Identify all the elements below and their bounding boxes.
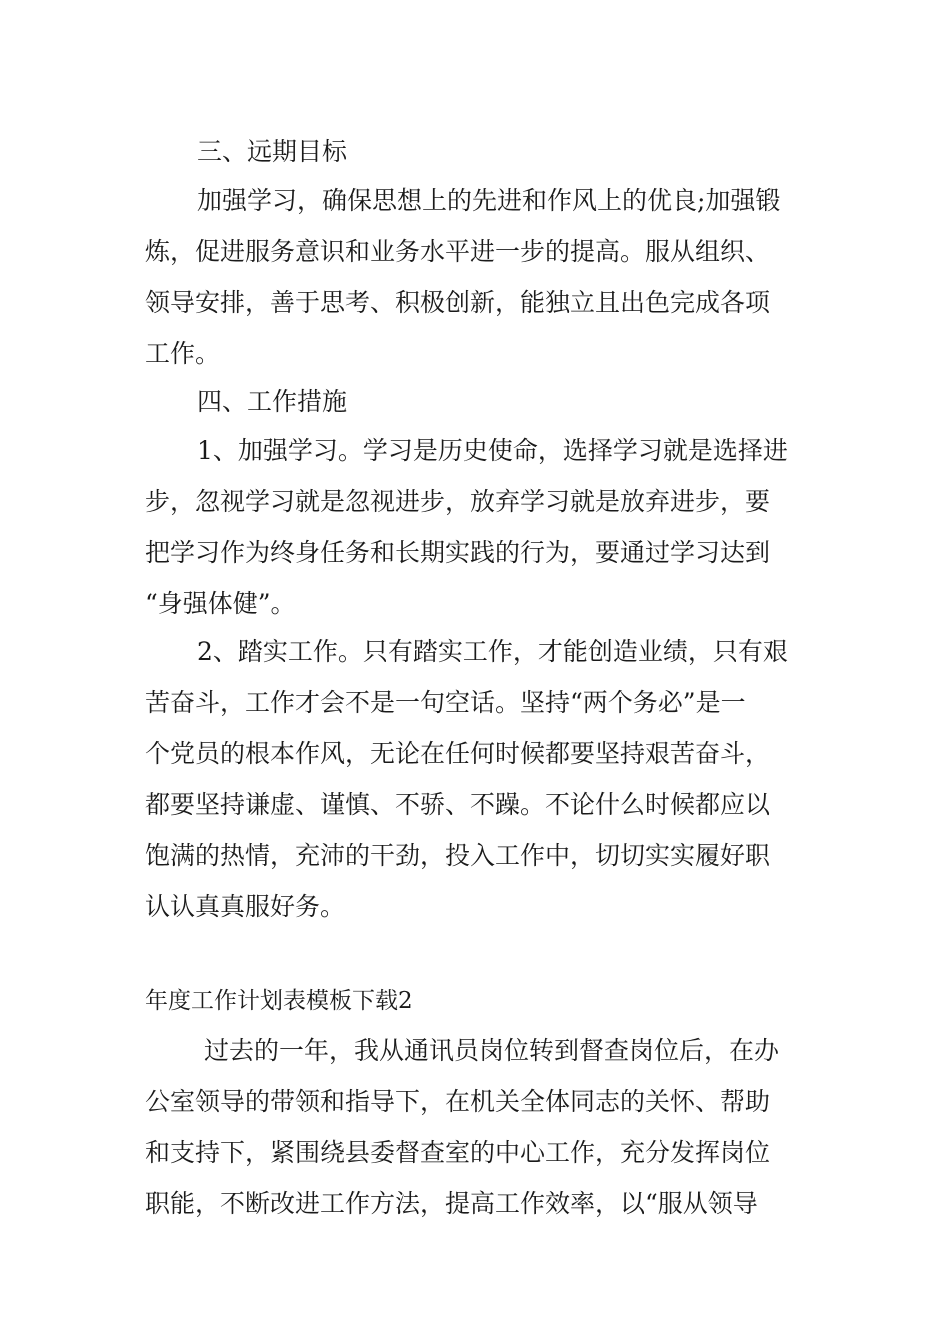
paragraph-line: 个党员的根本作风，无论在任何时候都要坚持艰苦奋斗，	[145, 739, 771, 768]
paragraph-line: 加强学习，确保思想上的先进和作风上的优良;加强锻	[197, 186, 781, 215]
paragraph-line: 把学习作为终身任务和长期实践的行为，要通过学习达到	[145, 538, 771, 567]
paragraph-line: 过去的一年，我从通讯员岗位转到督查岗位后，在办	[204, 1036, 780, 1065]
document-title-2: 年度工作计划表模板下载2	[145, 988, 413, 1014]
paragraph-line: “身强体健”。	[145, 589, 296, 618]
paragraph-line: 苦奋斗，工作才会不是一句空话。坚持“两个务必”是一	[145, 688, 746, 717]
paragraph-line: 2、踏实工作。只有踏实工作，才能创造业绩，只有艰	[197, 637, 788, 666]
paragraph-line: 领导安排，善于思考、积极创新，能独立且出色完成各项	[145, 288, 771, 317]
paragraph-line: 炼，促进服务意识和业务水平进一步的提高。服从组织、	[145, 237, 771, 266]
paragraph-line: 步，忽视学习就是忽视进步，放弃学习就是放弃进步，要	[145, 487, 771, 516]
paragraph-line: 认认真真服好务。	[145, 892, 346, 921]
paragraph-line: 都要坚持谦虚、谨慎、不骄、不躁。不论什么时候都应以	[145, 790, 771, 819]
paragraph-line: 公室领导的带领和指导下，在机关全体同志的关怀、帮助	[145, 1087, 771, 1116]
paragraph-line: 工作。	[145, 339, 221, 368]
section-heading-long-term-goals: 三、远期目标	[197, 137, 348, 166]
paragraph-line: 和支持下，紧围绕县委督查室的中心工作，充分发挥岗位	[145, 1138, 771, 1167]
paragraph-line: 饱满的热情，充沛的干劲，投入工作中，切切实实履好职	[145, 841, 771, 870]
section-heading-work-measures: 四、工作措施	[197, 387, 348, 416]
paragraph-line: 职能，不断改进工作方法，提高工作效率，以“服从领导	[145, 1189, 758, 1218]
paragraph-line: 1、加强学习。学习是历史使命，选择学习就是选择进	[197, 436, 788, 465]
